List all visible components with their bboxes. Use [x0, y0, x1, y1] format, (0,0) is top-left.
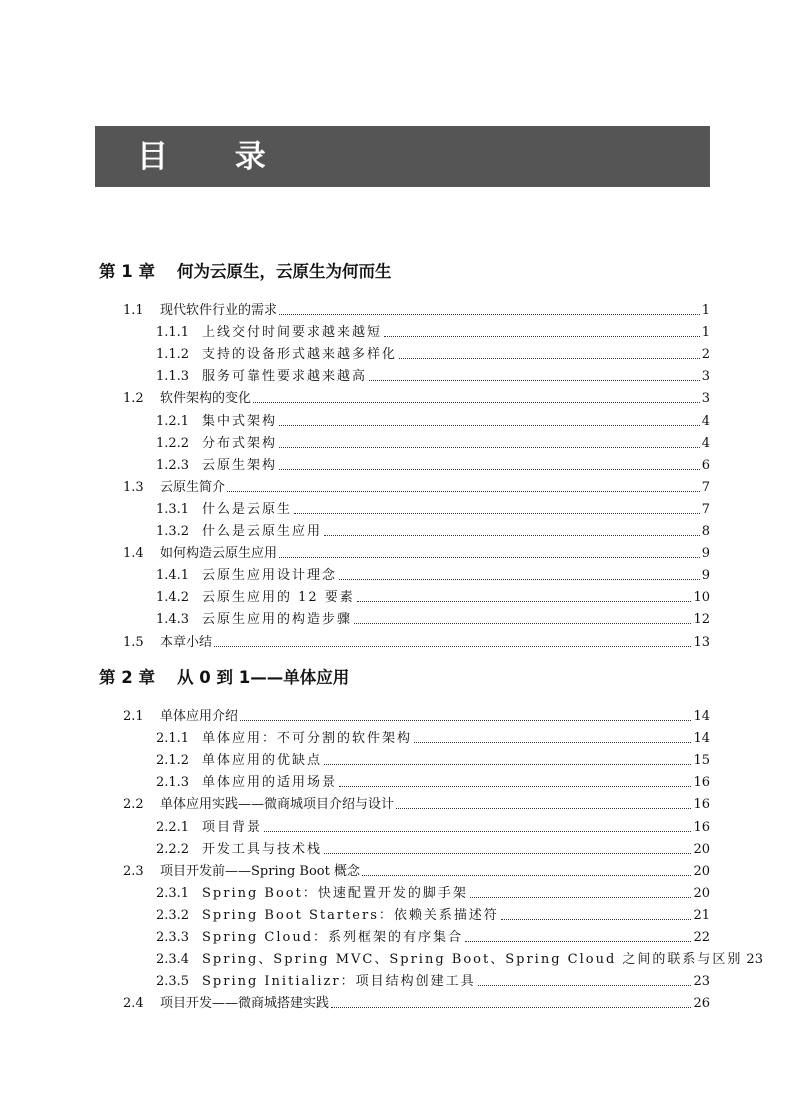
dot-leader	[354, 623, 691, 624]
chapter-heading[interactable]	[99, 261, 392, 283]
toc-subsection-entry[interactable]	[156, 584, 710, 606]
section-number: 2.3.5	[156, 974, 190, 990]
section-number: 1.1.1	[156, 325, 190, 341]
page-number: 26	[693, 996, 710, 1012]
section-number: 2.4	[123, 996, 144, 1012]
toc-subsection-entry[interactable]	[156, 408, 710, 430]
section-title: 上线交付时间要求越来越短	[202, 325, 383, 341]
dot-leader	[264, 831, 691, 832]
section-title: Spring Initializr：项目结构创建工具	[202, 974, 476, 990]
toc-subsection-entry[interactable]	[156, 562, 710, 584]
toc-subsection-entry[interactable]	[156, 430, 710, 452]
dot-leader	[369, 380, 700, 381]
dot-leader	[470, 897, 692, 898]
dot-leader	[414, 742, 691, 743]
section-number: 1.1	[123, 303, 144, 318]
section-title: 项目开发前——Spring Boot 概念	[160, 863, 360, 879]
page-number: 3	[701, 391, 710, 407]
page-number: 23	[746, 952, 763, 968]
page-number: 6	[701, 457, 710, 473]
section-number: 1.3.2	[156, 524, 190, 539]
section-number: 2.1.1	[156, 731, 190, 747]
dot-leader	[324, 764, 691, 765]
page-number: 3	[701, 369, 710, 385]
toc-section-entry[interactable]	[123, 385, 710, 407]
page-number: 15	[693, 753, 710, 769]
toc-banner	[95, 126, 710, 187]
toc-section-entry[interactable]	[123, 858, 710, 880]
section-title: 单体应用介绍	[160, 709, 239, 724]
dot-leader	[324, 853, 691, 854]
page-number: 9	[701, 568, 710, 584]
chapter-heading[interactable]	[99, 667, 349, 689]
toc-subsection-entry[interactable]	[156, 968, 710, 990]
toc-section-entry[interactable]	[123, 990, 710, 1012]
section-number: 2.3.2	[156, 907, 190, 923]
section-title: 云原生应用的构造步骤	[202, 612, 353, 628]
dot-leader	[396, 808, 691, 809]
section-title: 现代软件行业的需求	[160, 303, 278, 318]
section-title: 服务可靠性要求越来越高	[202, 369, 368, 385]
section-number: 1.4.1	[156, 568, 190, 584]
toc-subsection-entry[interactable]	[156, 880, 710, 902]
dot-leader	[399, 358, 700, 359]
section-title: Spring Boot Starters：依赖关系描述符	[202, 907, 499, 923]
section-title: 支持的设备形式越来越多样化	[202, 347, 398, 363]
section-title: 分布式架构	[202, 435, 278, 451]
dot-leader	[331, 1007, 691, 1008]
page-number: 20	[693, 841, 710, 857]
toc-section-entry[interactable]	[123, 629, 710, 651]
page-number: 10	[693, 590, 710, 606]
chapter-number: 第 1 章	[99, 262, 155, 281]
dot-leader	[214, 646, 691, 647]
page-number: 16	[693, 819, 710, 835]
page-number: 8	[701, 524, 710, 539]
toc-title: 目 录	[137, 139, 294, 175]
section-title: 开发工具与技术栈	[202, 841, 323, 857]
section-number: 2.3.1	[156, 885, 190, 901]
section-number: 2.2	[123, 797, 144, 813]
page-number: 20	[693, 885, 710, 901]
toc-section-entry[interactable]	[123, 791, 710, 813]
page-number: 4	[701, 413, 710, 429]
toc-section-entry[interactable]	[123, 474, 710, 496]
dot-leader	[501, 919, 692, 920]
section-title: 云原生简介	[160, 479, 226, 495]
page-number: 21	[693, 907, 710, 923]
toc-subsection-entry[interactable]	[156, 769, 710, 791]
toc-section-entry[interactable]	[123, 297, 710, 319]
page-number: 23	[693, 974, 710, 990]
section-title: 什么是云原生应用	[202, 524, 323, 539]
page-number: 16	[693, 775, 710, 791]
section-number: 2.3.3	[156, 930, 190, 945]
section-title: 什么是云原生	[202, 501, 293, 517]
section-number: 1.3.1	[156, 501, 190, 517]
dot-leader	[339, 579, 700, 580]
section-title: Spring Cloud：系列框架的有序集合	[202, 930, 464, 945]
dot-leader	[339, 786, 691, 787]
dot-leader	[253, 402, 700, 403]
section-number: 2.2.1	[156, 819, 190, 835]
page-number: 12	[693, 612, 710, 628]
section-title: 单体应用实践——微商城项目介绍与设计	[160, 797, 395, 813]
toc-subsection-entry[interactable]	[156, 496, 710, 518]
toc-subsection-entry[interactable]	[156, 319, 710, 341]
page-number: 7	[701, 479, 710, 495]
page-number: 4	[701, 435, 710, 451]
toc-section-entry[interactable]	[123, 540, 710, 562]
section-number: 1.2.2	[156, 435, 190, 451]
section-title: 集中式架构	[202, 413, 278, 429]
section-number: 2.3	[123, 863, 144, 879]
chapter-title: 何为云原生，云原生为何而生	[177, 262, 392, 281]
section-title: 云原生应用的 12 要素	[202, 590, 355, 606]
chapter-number: 第 2 章	[99, 668, 155, 687]
toc-subsection-entry[interactable]	[156, 725, 710, 747]
page-number: 20	[693, 863, 710, 879]
section-number: 1.4	[123, 546, 144, 562]
toc-subsection-entry[interactable]	[156, 946, 763, 968]
dot-leader	[294, 513, 700, 514]
page-number: 1	[701, 325, 710, 341]
dot-leader	[227, 491, 700, 492]
section-number: 1.2.3	[156, 457, 190, 473]
page-number: 13	[693, 634, 710, 650]
section-number: 2.2.2	[156, 841, 190, 857]
page-number: 2	[701, 347, 710, 363]
dot-leader	[279, 557, 700, 558]
section-number: 1.4.2	[156, 590, 190, 606]
dot-leader	[465, 941, 691, 942]
toc-subsection-entry[interactable]	[156, 606, 710, 628]
page-number: 7	[701, 501, 710, 517]
section-title: 如何构造云原生应用	[160, 546, 278, 562]
toc-subsection-entry[interactable]	[156, 836, 710, 858]
dot-leader	[384, 336, 700, 337]
section-title: 云原生架构	[202, 457, 278, 473]
section-number: 1.1.3	[156, 369, 190, 385]
section-title: 本章小结	[160, 634, 213, 650]
dot-leader	[478, 985, 692, 986]
toc-subsection-entry[interactable]	[156, 363, 710, 385]
section-title: 云原生应用设计理念	[202, 568, 338, 584]
section-number: 2.1	[123, 709, 144, 724]
section-title: 单体应用的优缺点	[202, 753, 323, 769]
page-number: 14	[693, 731, 710, 747]
section-title: Spring、Spring MVC、Spring Boot、Spring Cloud 之间的联系与区别	[202, 952, 743, 968]
section-number: 2.1.2	[156, 753, 190, 769]
section-title: 软件架构的变化	[160, 391, 252, 407]
section-title: Spring Boot：快速配置开发的脚手架	[202, 885, 468, 901]
section-title: 项目开发——微商城搭建实践	[160, 996, 330, 1012]
toc-subsection-entry[interactable]	[156, 518, 710, 540]
page-number: 16	[693, 797, 710, 813]
section-number: 1.1.2	[156, 347, 190, 363]
section-number: 2.3.4	[156, 952, 190, 968]
page-number: 22	[693, 930, 710, 945]
section-title: 单体应用的适用场景	[202, 775, 338, 791]
toc-subsection-entry[interactable]	[156, 341, 710, 363]
chapter-title: 从 0 到 1——单体应用	[177, 668, 350, 687]
toc-subsection-entry[interactable]	[156, 924, 710, 946]
toc-subsection-entry[interactable]	[156, 902, 710, 924]
section-number: 1.5	[123, 634, 144, 650]
dot-leader	[240, 720, 691, 721]
toc-subsection-entry[interactable]	[156, 452, 710, 474]
section-title: 项目背景	[202, 819, 263, 835]
dot-leader	[324, 535, 700, 536]
toc-subsection-entry[interactable]	[156, 814, 710, 836]
section-number: 1.4.3	[156, 612, 190, 628]
section-number: 1.2.1	[156, 413, 190, 429]
page-number: 9	[701, 546, 710, 562]
section-title: 单体应用：不可分割的软件架构	[202, 731, 413, 747]
dot-leader	[279, 469, 700, 470]
dot-leader	[279, 425, 700, 426]
page-number: 1	[701, 303, 710, 318]
dot-leader	[279, 447, 700, 448]
page-number: 14	[693, 709, 710, 724]
section-number: 1.2	[123, 391, 144, 407]
dot-leader	[357, 601, 692, 602]
dot-leader	[279, 314, 700, 315]
section-number: 2.1.3	[156, 775, 190, 791]
section-number: 1.3	[123, 479, 144, 495]
dot-leader	[362, 875, 691, 876]
toc-subsection-entry[interactable]	[156, 747, 710, 769]
toc-section-entry[interactable]	[123, 703, 710, 725]
